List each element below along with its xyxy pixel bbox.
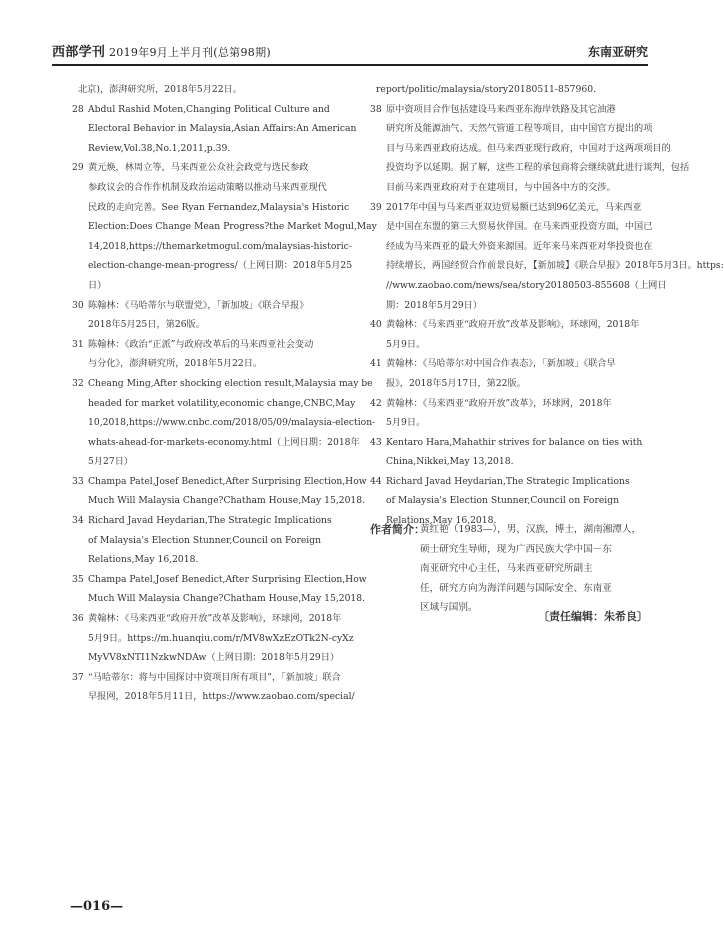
reference-text-line: Election:Does Change Mean Progress?the Market Mogul,May <box>88 221 377 233</box>
reference-text-line: 经成为马来西亚的最大外资来源国。近年来马来西亚对华投资也在 <box>386 240 653 252</box>
reference-number: 31 <box>72 338 84 350</box>
reference-text-line: 黄元焕，林周立等，马来西亚公众社会政党与选民参政 <box>88 162 309 174</box>
reference-number: 32 <box>72 377 84 389</box>
reference-text-line: 目与马来西亚政府达成。但马来西亚现行政府，中国对于这两项项目的 <box>386 142 671 154</box>
author-bio-line: 硕士研究生导师，现为广西民族大学中国－东 <box>420 543 612 555</box>
reference-text-line: 黄翰林：《马来西亚“政府开放”改革》，环球网，2018年 <box>386 397 612 409</box>
reference-text-line: Abdul Rashid Moten,Changing Political Culture and <box>88 103 330 115</box>
reference-text-line: MyVV8xNTI1NzkwNDAw（上网日期：2018年5月29日） <box>88 652 340 664</box>
reference-item <box>370 80 648 100</box>
reference-number: 44 <box>370 475 382 487</box>
reference-item <box>72 296 350 335</box>
reference-item <box>72 511 350 570</box>
reference-text-line: 是中国在东盟的第三大贸易伙伴国。在马来西亚投资方面，中国已 <box>386 221 653 233</box>
reference-text-line: Relations,May 16,2018. <box>386 515 497 527</box>
reference-text-line: 早报网，2018年5月11日，https://www.zaobao.com/special/ <box>88 691 355 703</box>
reference-item <box>370 433 648 472</box>
reference-number: 39 <box>370 201 382 213</box>
reference-text-line: 2018年5月25日，第26版。 <box>88 319 205 331</box>
reference-text-line: 陈翰林：《马哈蒂尔与联盟党》，「新加坡」《联合早报》 <box>88 299 309 311</box>
reference-text-line: 投资均予以延期。据了解，这些工程的承包商将会继续就此进行谈判，包括 <box>386 162 690 174</box>
journal-name: 西部学刊 <box>52 45 106 60</box>
journal-info <box>52 41 271 60</box>
reference-item <box>72 100 357 159</box>
reference-text-line: election-change-mean-progress/（上网日期：2018年5月25 <box>88 260 353 272</box>
reference-text-line: 与分化》，澎湃研究所，2018年5月22日。 <box>88 358 263 370</box>
reference-text-line: 原中资项目合作包括建设马来西亚东海岸铁路及其它油港 <box>386 103 616 115</box>
reference-number: 38 <box>370 103 382 115</box>
reference-item <box>72 570 367 609</box>
reference-number: 29 <box>72 162 84 174</box>
reference-item <box>72 609 354 668</box>
reference-text-line: Kentaro Hara,Mahathir strives for balance on ties with <box>386 436 643 448</box>
reference-text-line: 日） <box>88 279 107 291</box>
author-bio-line: 区域与国别。 <box>420 602 478 614</box>
reference-item <box>72 472 367 511</box>
author-bio-line: 任，研究方向为海洋问题与国际安全、东南亚 <box>420 582 612 594</box>
reference-text-line: Cheang Ming,After shocking election result,Malaysia may be <box>88 377 373 389</box>
reference-text-line: 2017年中国与马来西亚双边贸易额已达到96亿美元，马来西亚 <box>386 201 642 213</box>
reference-text-line: 5月9日。 <box>386 417 426 429</box>
reference-number: 43 <box>370 436 382 448</box>
reference-number: 35 <box>72 573 84 585</box>
reference-text-line: 持续增长，两国经贸合作前景良好，【新加坡】《联合早报》2018年5月3日。https: <box>386 260 724 272</box>
reference-text-line: 期：2018年5月29日） <box>386 299 483 311</box>
reference-text-line: 陈翰林：《政治“正派”与政府改革后的马来西亚社会变动 <box>88 338 314 350</box>
reference-text-line: of Malaysia's Election Stunner,Council on Foreign <box>88 534 322 546</box>
reference-text-line: 5月27日） <box>88 456 134 468</box>
reference-text-line: of Malaysia's Election Stunner,Council on Foreign <box>386 495 620 507</box>
reference-text-line: Much Will Malaysia Change?Chatham House,May 15,2018. <box>88 593 366 605</box>
reference-item <box>370 100 690 198</box>
reference-text-line: 5月9日。 <box>386 338 426 350</box>
reference-text-line: Champa Patel,Josef Benedict,After Surprising Election,How <box>88 573 367 585</box>
reference-item <box>72 668 355 707</box>
reference-text-line: headed for market volatility,economic change,CNBC,May <box>88 397 356 409</box>
page-header <box>52 40 648 66</box>
reference-number: 34 <box>72 515 84 527</box>
reference-text-line: //www.zaobao.com/news/sea/story20180503-855608（上网日 <box>386 279 667 291</box>
reference-item <box>370 198 724 316</box>
reference-text-line: Electoral Behavior in Malaysia,Asian Affairs:An American <box>88 123 357 135</box>
reference-text-line: “马哈蒂尔：将与中国探讨中资项目所有项目”，「新加坡」联合 <box>88 671 341 683</box>
reference-text-line: 14,2018,https://themarketmogul.com/malaysias-historic- <box>88 240 352 252</box>
reference-item <box>370 354 648 393</box>
reference-number: 33 <box>72 475 84 487</box>
reference-text-line: Champa Patel,Josef Benedict,After Surprising Election,How <box>88 475 367 487</box>
reference-text-line: Richard Javad Heydarian,The Strategic Implications <box>386 475 630 487</box>
reference-text-line: 黄翰林：《马来西亚“政府开放”改革及影响》，环球网，2018年 <box>88 613 342 625</box>
reference-text-line: 研究所及能源油气、天然气管道工程等项目，由中国官方提出的项 <box>386 123 653 135</box>
reference-text-line: 黄翰林：《马来西亚“政府开放”改革及影响》，环球网，2018年 <box>386 319 640 331</box>
author-bio-line: 南亚研究中心主任，马来西亚研究所副主 <box>420 563 593 575</box>
reference-text-line: Much Will Malaysia Change?Chatham House,May 15,2018. <box>88 495 366 507</box>
reference-number: 42 <box>370 397 382 409</box>
reference-text-line: 报》，2018年5月17日，第22版。 <box>386 377 526 389</box>
reference-number: 36 <box>72 613 84 625</box>
reference-item <box>370 394 648 433</box>
reference-number: 28 <box>72 103 84 115</box>
reference-text-line: Relations,May 16,2018. <box>88 554 199 566</box>
journal-issue: 2019年9月上半月刊(总第98期) <box>109 46 271 59</box>
reference-number: 40 <box>370 319 382 331</box>
reference-text-line: 目前马来西亚政府对于在建项目，与中国各中方的交涉。 <box>386 181 616 193</box>
reference-item <box>370 315 648 354</box>
reference-text-line: 10,2018,https://www.cnbc.com/2018/05/09/malaysia-election- <box>88 417 376 429</box>
reference-text-line: Richard Javad Heydarian,The Strategic Implications <box>88 515 332 527</box>
reference-text-line: 黄翰林：《马哈蒂尔对中国合作表态》，「新加坡」《联合早 <box>386 358 616 370</box>
author-bio <box>370 520 670 618</box>
reference-text-line: China,Nikkei,May 13,2018. <box>386 456 514 468</box>
page-number: —016— <box>70 899 124 914</box>
reference-text-line: whats-ahead-for-markets-economy.html（上网日期：2018年 <box>88 436 360 448</box>
reference-text-line: Review,Vol.38,No.1,2011,p.39. <box>88 142 231 154</box>
responsible-editor: 〔责任编辑：朱希良〕 <box>538 610 648 623</box>
references-right-column <box>370 80 724 531</box>
reference-text-line: 5月9日。https://m.huanqiu.com/r/MV8wXzEzOTk2N-cyXz <box>88 632 354 644</box>
section-title: 东南亚研究 <box>587 45 648 59</box>
reference-number: 30 <box>72 299 84 311</box>
reference-text-line: 民政的走向完善。See Ryan Fernandez,Malaysia's Historic <box>88 201 350 213</box>
reference-number: 41 <box>370 358 382 370</box>
author-bio-line: 黄红艳（1983—），男，汉族，博士，湖南湘潭人， <box>420 524 642 535</box>
author-bio-label: 作者简介： <box>370 523 425 536</box>
reference-item <box>72 335 350 374</box>
reference-text-line: 参政议会的合作作机制及政治运动策略以推动马来西亚现代 <box>88 181 327 193</box>
reference-text-line: report/politic/malaysia/story20180511-857960. <box>376 84 596 95</box>
reference-item <box>72 80 350 100</box>
reference-text-line: 北京)，澎湃研究所，2018年5月22日。 <box>78 84 242 95</box>
reference-number: 37 <box>72 671 84 683</box>
